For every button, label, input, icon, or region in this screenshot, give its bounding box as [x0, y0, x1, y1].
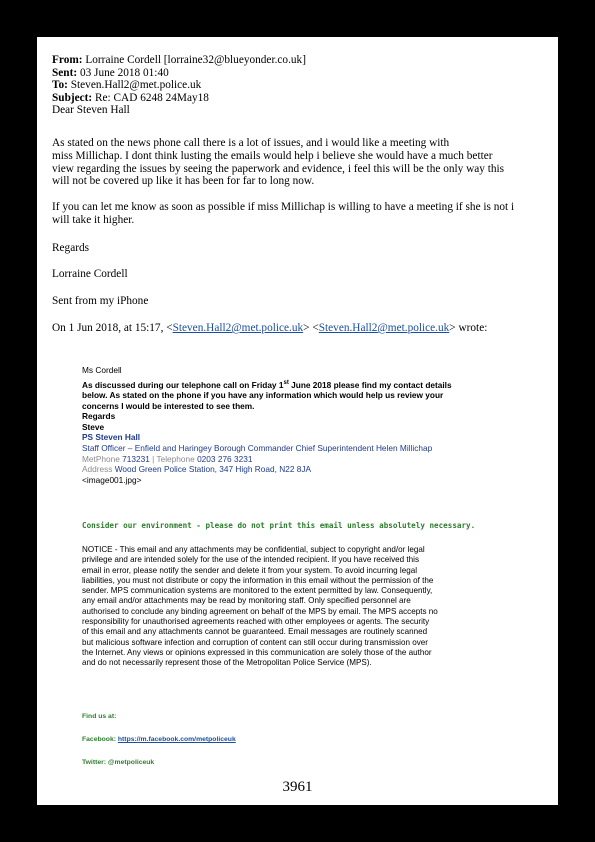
from-value: Lorraine Cordell [lorraine32@blueyonder.co.uk] — [85, 54, 306, 66]
wrote-line: On 1 Jun 2018, at 15:17, <Steven.Hall2@met.police.uk> <Steven.Hall2@met.police.uk> wrote: — [52, 322, 488, 334]
sent-value: 03 June 2018 01:40 — [79, 66, 169, 79]
environment-note: Consider our environment - please do not print this email unless absolutely necessary. — [82, 521, 476, 530]
subject-line: Subject: Re: CAD 6248 24May18 — [52, 91, 209, 104]
image-reference: <image001.jpg> — [82, 474, 142, 485]
regards: Regards — [52, 242, 90, 254]
subject-value: Re: CAD 6248 24May18 — [95, 91, 209, 104]
sent-from: Sent from my iPhone — [52, 295, 149, 307]
body-paragraph-1: As stated on the news phone call there is a lot of issues, and i would like a meeting with miss Millichap. I dont think lusting the emails would help i believe she would have a much better view regarding the issues by seeing the paperwork and evidence, i feel this will be the only way this will not be covered up like it has been for far to long now. — [52, 137, 505, 188]
body-paragraph-2: If you can let me know as soon as possible if miss Millichap is willing to have a meeting if she is not i will take it higher. — [52, 201, 515, 226]
to-line: To: Steven.Hall2@met.police.uk — [52, 79, 202, 92]
legal-notice: NOTICE - This email and any attachments may be confidential, subject to copyright and/or legal privilege and are intended solely for the use of the intended recipient. If you have received this email in error, please notify the sender and delete it from your system. To avoid incurring legal liabilities, you must not distribute or copy the information in this email without the permission of the sender. MPS communication systems are monitored to the extent permitted by law. Consequently, any email and/or attachments may be read by monitoring staff. Only specified personnel are authorised to conclude any binding agreement on behalf of the MPS by email. The MPS accepts no responsibility for unauthorised agreements reached with other employees or agents. The security of this email and any attachments cannot be guaranteed. Email messages are routinely scanned but malicious software infection and corruption of content can still occur during transmission over the Internet. Any views or opinions expressed in this communication are solely those of the author and do not necessarily represent those of the Metropolitan Police Service (MPS). — [82, 545, 438, 668]
find-us-label: Find us at: — [82, 713, 117, 720]
twitter-line: Twitter: @metpoliceuk — [82, 759, 155, 766]
facebook-link[interactable]: https://m.facebook.com/metpoliceuk — [117, 736, 236, 743]
to-value: Steven.Hall2@met.police.uk — [70, 79, 202, 92]
quoted-line-3: concerns I would be interested to see them. — [82, 400, 255, 411]
document-page — [37, 37, 558, 805]
quoted-salutation: Ms Cordell — [82, 365, 122, 375]
quoted-regards: Regards — [82, 411, 116, 422]
email-header — [52, 54, 552, 117]
signature-phones: MetPhone 713231 | Telephone 0203 276 3231 — [82, 453, 253, 464]
page-number: 3961 — [282, 779, 313, 795]
signature-address: Address Wood Green Police Station, 347 High Road, N22 8JA — [82, 464, 312, 475]
facebook-line: Facebook: https://m.facebook.com/metpoliceuk — [82, 736, 236, 743]
sent-line: Sent: 03 June 2018 01:40 — [52, 66, 169, 79]
email-link-2[interactable]: Steven.Hall2@met.police.uk — [318, 322, 450, 334]
quoted-line-2: below. As stated on the phone if you have any information which would help us review your — [82, 389, 444, 400]
signature-name: PS Steven Hall — [82, 432, 141, 443]
quoted-signoff: Steve — [82, 421, 105, 432]
from-line: From: Lorraine Cordell [lorraine32@blueyonder.co.uk] — [52, 54, 306, 66]
greeting: Dear Steven Hall — [52, 104, 130, 117]
email-link-1[interactable]: Steven.Hall2@met.police.uk — [172, 322, 304, 334]
sender-name: Lorraine Cordell — [52, 268, 128, 280]
quoted-line-1: As discussed during our telephone call on Friday 1st June 2018 please find my contact details — [82, 379, 452, 390]
quoted-message — [82, 365, 552, 766]
signature-role: Staff Officer – Enfield and Haringey Borough Commander Chief Superintendent Helen Millichap — [82, 442, 433, 453]
